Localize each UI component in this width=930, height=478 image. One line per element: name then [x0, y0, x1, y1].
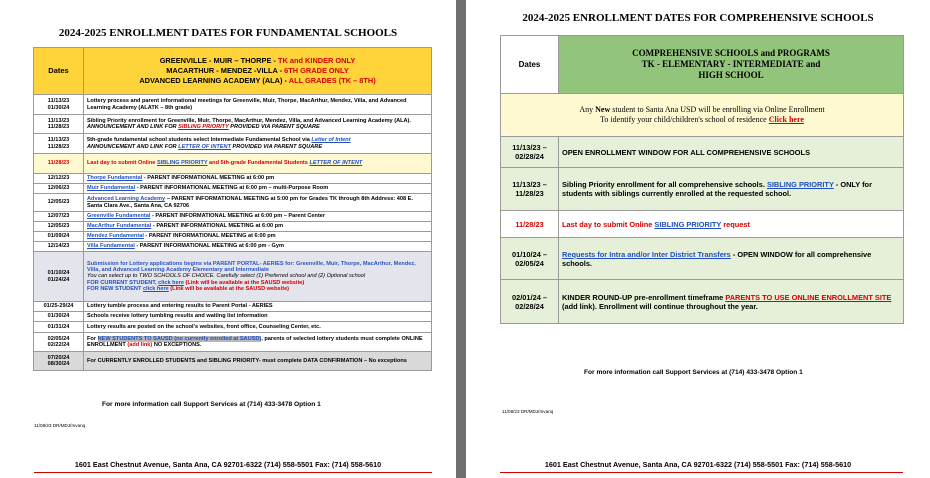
macarthur-link[interactable]: MacArthur Fundamental: [87, 223, 152, 230]
table-row: 12/05/23 Advanced Learning Academy – PARENT INFORMATIONAL MEETING at 5:00 pm for Grades TK through 8th Address: 408 E. Santa Clara Ave., Santa Ana, CA 92706: [34, 194, 432, 212]
table-row: 11/13/23 – 11/28/23 Sibling Priority enrollment for all comprehensive schools. SIBLING PRIORITY - ONLY for students with siblings currently enrolled at the requested school.: [501, 168, 904, 211]
sibling-priority-link[interactable]: SIBLING PRIORITY: [178, 124, 229, 130]
letter-of-intent-link[interactable]: LETTER OF INTENT: [309, 160, 363, 167]
fundamental-enrollment-table: [33, 47, 432, 371]
muir-link[interactable]: Muir Fundamental: [87, 185, 136, 192]
table-row: 12/06/23 Muir Fundamental - PARENT INFORMATIONAL MEETING at 6:00 pm – multi-Purpose Room: [34, 184, 432, 194]
support-note: For more information call Support Services at (714) 433-3478 Option 1: [102, 401, 321, 408]
table-row: 11/13/23 – 02/28/24 OPEN ENROLLMENT WINDOW FOR ALL COMPREHENSIVE SCHOOLS: [501, 137, 904, 168]
mendez-link[interactable]: Mendez Fundamental: [87, 233, 144, 240]
schools-header: COMPREHENSIVE SCHOOLS and PROGRAMS TK - ELEMENTARY - INTERMEDIATE and HIGH SCHOOL: [559, 36, 904, 94]
table-row: 11/13/23 11/28/23 Sibling Priority enrollment for Greenville, Muir, Thorpe, MacArthur, Mendez, Villa, and Advanced Learning Academy (ALA). ANNOUNCEMENT AND LINK FOR SIBLING PRIORITY PROVIDED VIA PARENT SQUARE: [34, 115, 432, 134]
footer-rule: [500, 472, 903, 473]
ala-link[interactable]: Advanced Learning Academy: [87, 196, 166, 203]
villa-link[interactable]: Villa Fundamental: [87, 243, 135, 250]
greenville-link[interactable]: Greenville Fundamental: [87, 213, 151, 220]
comprehensive-enrollment-table: [500, 35, 904, 324]
table-row: 01/25-29/24 Lottery tumble process and entering results to Parent Portal - AERIES: [34, 302, 432, 312]
table-row: 11/13/23 01/30/24 Lottery process and parent informational meetings for Greenville, Muir, Thorpe, MacArthur, Mendez, Villa, and Advanced Learning Academy (ALATK – 8th grade): [34, 95, 432, 115]
current-student-link[interactable]: click here: [158, 279, 184, 286]
page-title: 2024-2025 ENROLLMENT DATES FOR COMPREHENSIVE SCHOOLS: [522, 12, 874, 24]
initials: 11/08/23 DR/MDJ/mvanq: [34, 423, 86, 428]
table-row: 11/28/23 Last day to submit Online SIBLING PRIORITY request: [501, 211, 904, 238]
initials: 11/08/23 DR/MDJ/mvanq: [502, 409, 554, 414]
table-row: 01/10/24 – 02/05/24 Requests for Intra and/or Inter District Transfers - OPEN WINDOW for all comprehensive schools.: [501, 238, 904, 280]
table-row: 01/30/24 Schools receive lottery tumbling results and waiting list information: [34, 312, 432, 322]
table-row: 02/05/24 02/22/24 For NEW STUDENTS TO SAUSD (no currently enrolled at SAUSD), parents of selected lottery students must complete ONLINE ENROLLMENT (add link) NO EXCEPTIONS.: [34, 333, 432, 352]
table-row: 01/31/24 Lottery results are posted on the school's websites, front office, Counseling Center, etc.: [34, 322, 432, 333]
online-enrollment-link[interactable]: PARENTS TO USE ONLINE ENROLLMENT SITE: [725, 292, 892, 302]
letter-of-intent-link[interactable]: Letter of Intent: [311, 137, 351, 144]
table-row: 12/14/23 Villa Fundamental - PARENT INFORMATIONAL MEETING at 6:00 pm - Gym: [34, 242, 432, 252]
table-row: 02/01/24 – 02/28/24 KINDER ROUND-UP pre-enrollment timeframe PARENTS TO USE ONLINE ENROLLMENT SITE (add link). Enrollment will continue throughout the year.: [501, 280, 904, 324]
table-row: 01/09/24 Mendez Fundamental - PARENT INFORMATIONAL MEETING at 6:00 pm: [34, 232, 432, 242]
support-note: For more information call Support Services at (714) 433-3478 Option 1: [584, 369, 803, 376]
transfer-requests-link[interactable]: Requests for Intra and/or Inter District Transfers: [562, 249, 731, 259]
address-footer: 1601 East Chestnut Avenue, Santa Ana, CA 92701-6322 (714) 558-5501 Fax: (714) 558-5610: [74, 460, 382, 469]
page-title: 2024-2025 ENROLLMENT DATES FOR FUNDAMENTAL SCHOOLS: [58, 27, 398, 39]
new-student-link[interactable]: click here: [142, 285, 169, 292]
dates-header: Dates: [34, 48, 84, 95]
table-row: 07/20/24 08/30/24 For CURRENTLY ENROLLED STUDENTS and SIBLING PRIORITY- must complete DATA CONFIRMATION – No exceptions: [34, 352, 432, 371]
table-row: 01/10/24 01/24/24 Submission for Lottery applications begins via PARENT PORTAL- AERIES for: Greenville, Muir, Thorpe, MacArthur, Mendez, Villa, and Advanced Learning Academy Elementary and Intermediate You can select up to TWO SCHOOLS OF CHOICE. Carefully select (1) Preferred school and (2) Optional school FOR CURRENT STUDENT, click here (Link will be available at the SAUSD website) FOR NEW STUDENT click here (Link will be available at the SAUSD website): [34, 252, 432, 302]
footer-rule: [34, 472, 432, 473]
sibling-priority-link[interactable]: SIBLING PRIORITY: [654, 219, 722, 229]
notice-row: Any New student to Santa Ana USD will be enrolling via Online Enrollment To identify your child/children's school of residence Click here: [501, 94, 904, 137]
address-footer: 1601 East Chestnut Avenue, Santa Ana, CA 92701-6322 (714) 558-5501 Fax: (714) 558-5610: [544, 460, 852, 469]
click-here-link[interactable]: Click here: [768, 115, 804, 124]
thorpe-link[interactable]: Thorpe Fundamental: [87, 175, 143, 182]
letter-of-intent-link-2[interactable]: LETTER OF INTENT: [178, 143, 231, 150]
table-row: 12/07/23 Greenville Fundamental - PARENT INFORMATIONAL MEETING at 6:00 pm – Parent Center: [34, 212, 432, 222]
table-row: 11/28/23 Last day to submit Online SIBLING PRIORITY and 5th-grade Fundamental Students LETTER OF INTENT: [34, 154, 432, 174]
sibling-priority-link[interactable]: SIBLING PRIORITY: [156, 160, 208, 167]
sibling-priority-link[interactable]: SIBLING PRIORITY: [766, 180, 834, 189]
fundamental-schools-page: [0, 0, 456, 478]
comprehensive-schools-page: [466, 0, 930, 478]
table-row: 11/13/23 11/28/23 5th-grade fundamental school students select Intermediate Fundamental School via Letter of Intent ANNOUNCEMENT AND LINK FOR LETTER OF INTENT PROVIDED VIA PARENT SQUARE: [34, 134, 432, 154]
schools-header: GREENVILLE - MUIR – THORPE - TK and KINDER ONLY MACARTHUR - MENDEZ -VILLA - 6TH GRADE ONLY ADVANCED LEARNING ACADEMY (ALA) - ALL GRADES (TK – 8TH): [84, 48, 432, 95]
table-row: 12/05/23 MacArthur Fundamental - PARENT INFORMATIONAL MEETING at 6:00 pm: [34, 222, 432, 232]
table-header-row: [34, 48, 432, 95]
table-header-row: [501, 36, 904, 94]
table-row: 12/12/23 Thorpe Fundamental - PARENT INFORMATIONAL MEETING at 6:00 pm: [34, 174, 432, 184]
dates-header: Dates: [501, 36, 559, 94]
